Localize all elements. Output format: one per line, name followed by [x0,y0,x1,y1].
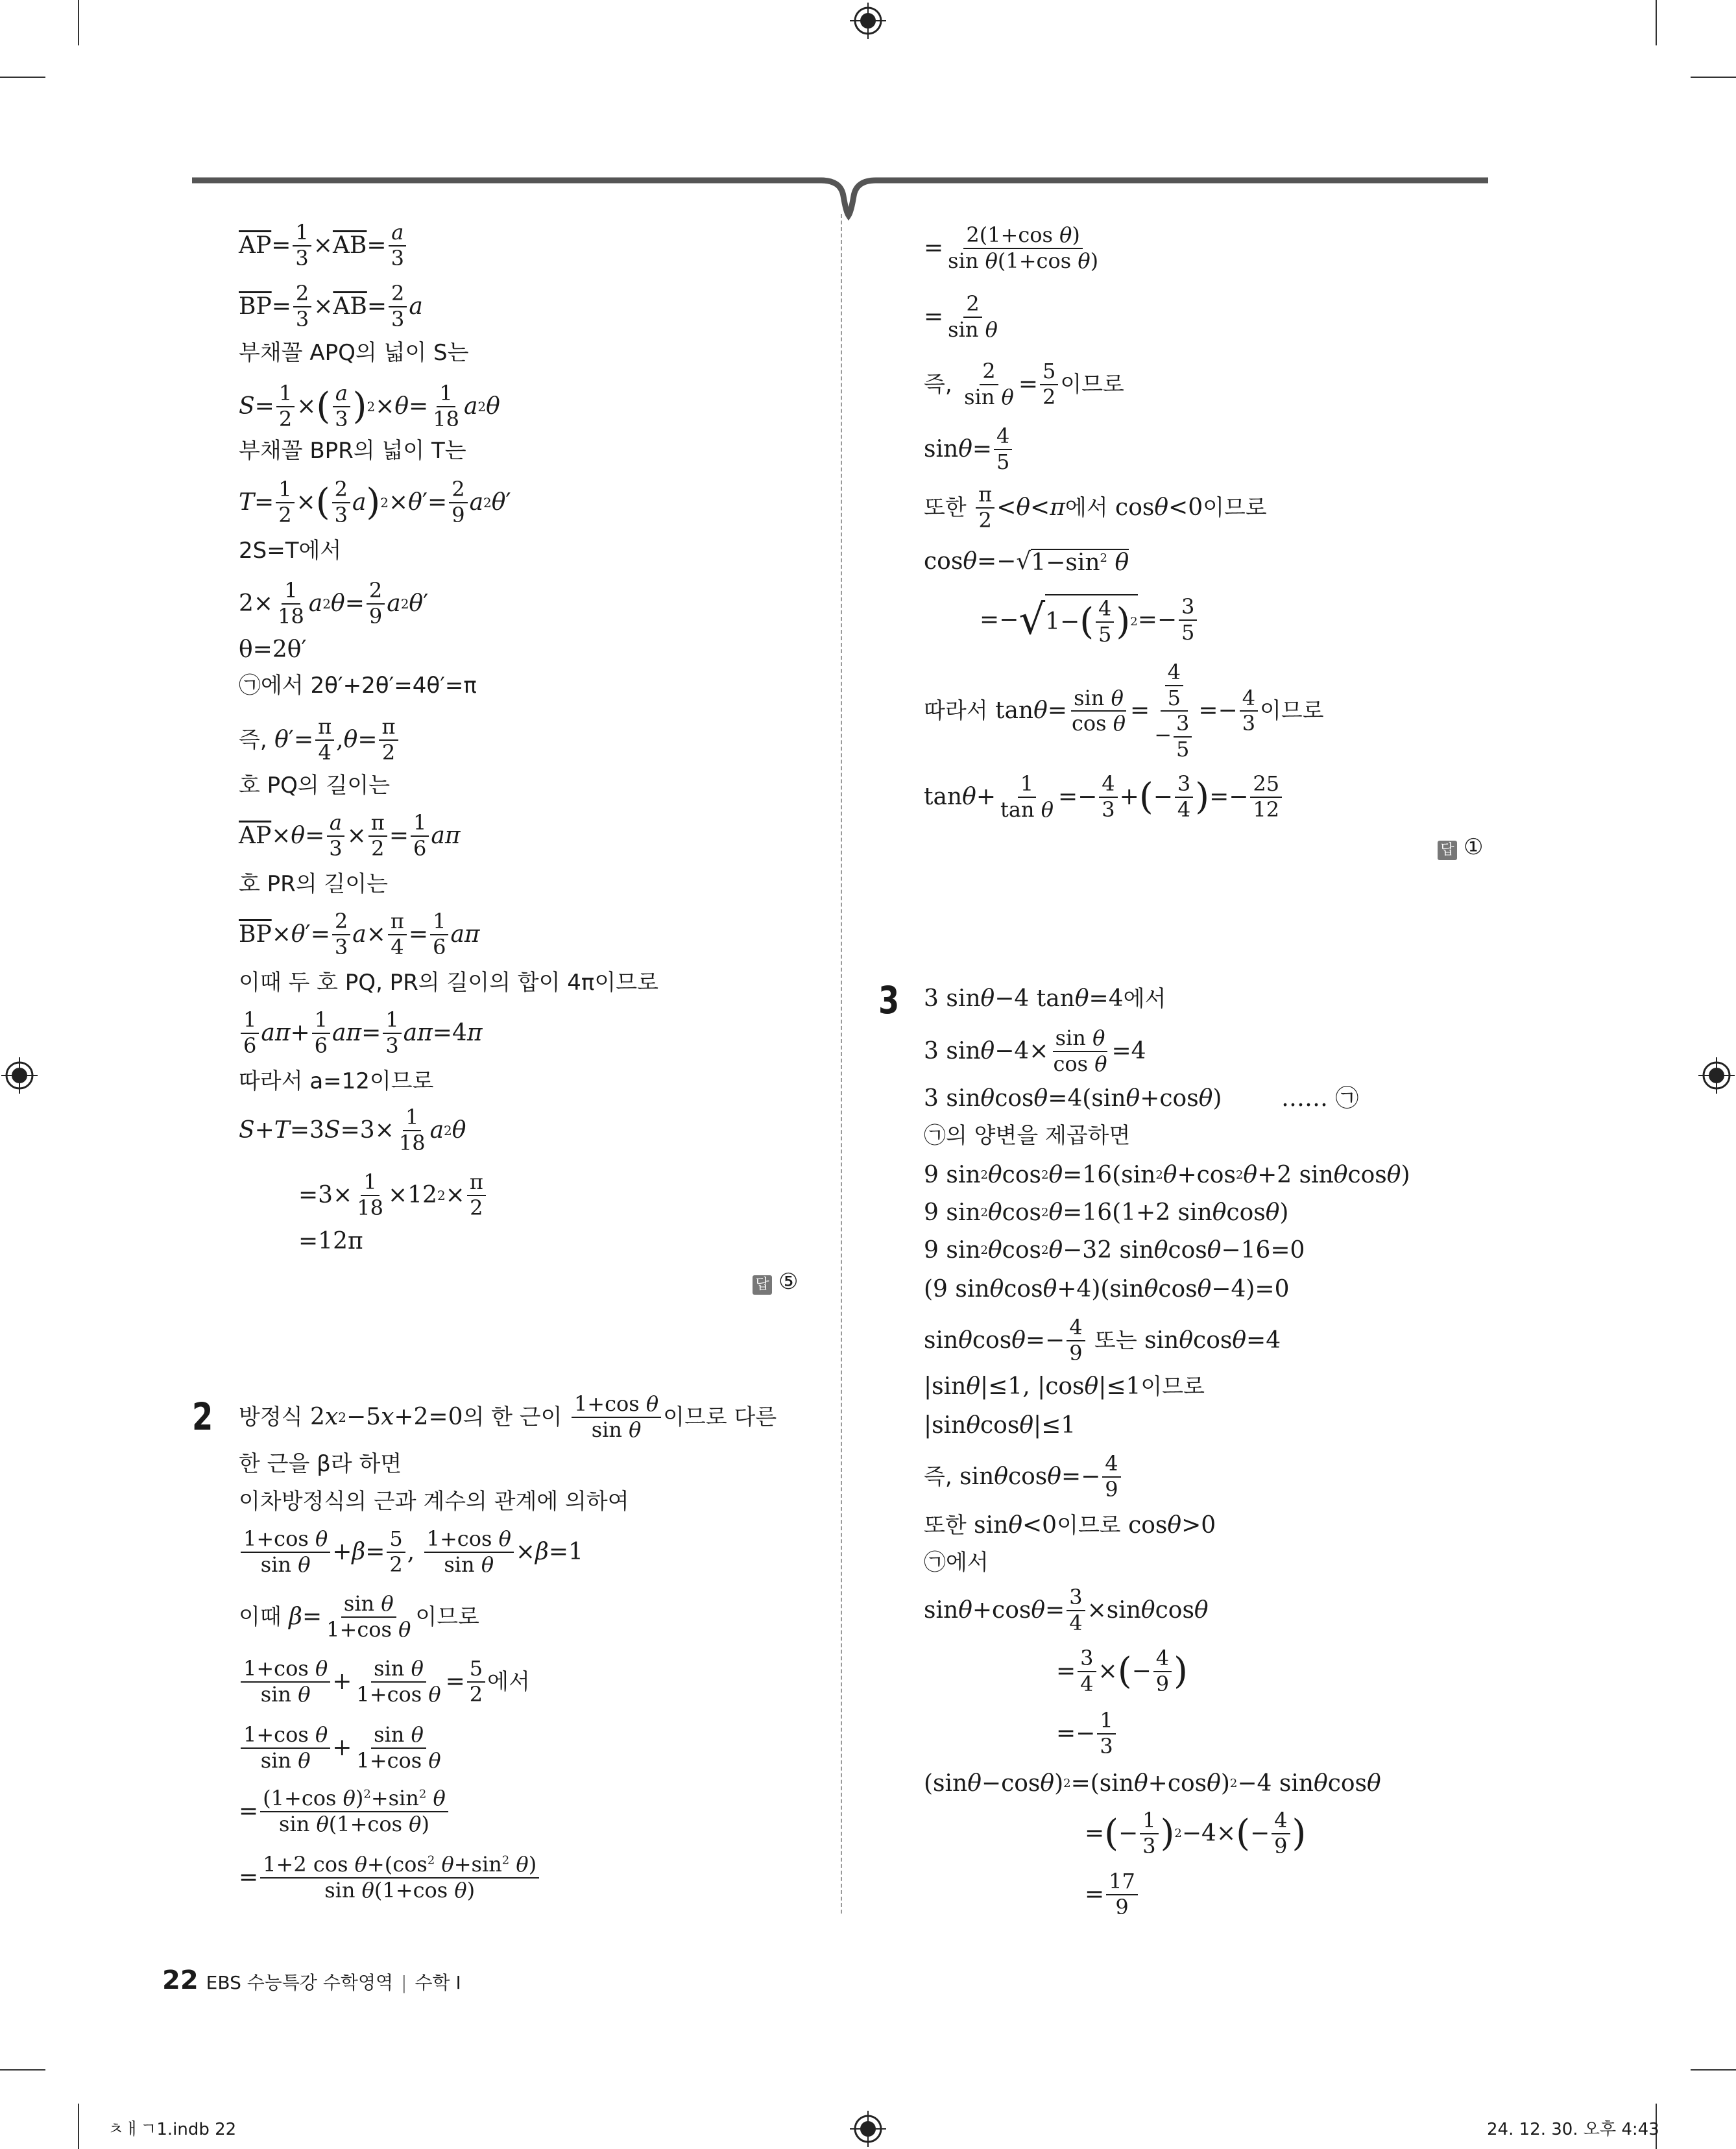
text-line: ㉠에서 2θ′+2θ′=4θ′=π [239,673,477,699]
subject-name: 수학 I [415,1972,461,1993]
answer-mark [1438,834,1483,860]
file-name: ㅊㅐㄱ1.indb 22 [108,2120,237,2139]
math-line: 방정식 2 x 2 −5 x +2=0 의 한 근이 $\frac{\text{1+cos θ}}{\text{sin θ}}$ 이므로 다른 [239,1391,777,1442]
math-line: 2× $\frac{1}{18}$ a 2 θ = $\frac{2}{9}$ a 2 θ ′ [239,578,429,629]
math-line: $\overline{BP}$ = $\frac{2}{3}$ × $\overline{AB}$ = $\frac{2}{3}$ a [239,281,423,331]
math-line: 또한 sin θ <0 이므로 cos θ >0 [924,1512,1216,1539]
problem-number: 3 [878,978,900,1022]
text-line: 부채꼴 BPR의 넓이 T는 [239,438,466,464]
math-line: (sin θ −cos θ ) 2 =(sin θ +cos θ ) 2 −4 sin θ cos θ [924,1770,1381,1797]
math-line: = ( − $\frac{1}{3}$ ) 2 −4× ( − $\frac{4}{9}$ ) [1085,1808,1307,1858]
column-divider [841,214,842,1914]
math-line: (9 sin θ cos θ +4)(sin θ cos θ −4)=0 [924,1276,1290,1303]
text-line: 이차방정식의 근과 계수의 관계에 의하여 [239,1489,629,1515]
math-line: = $\frac{17}{9}$ [1085,1871,1140,1918]
math-line: sin θ cos θ =− $\frac{4}{9}$ 또는 sin θ cos θ =4 [924,1315,1281,1365]
text-line: 한 근을 β라 하면 [239,1451,402,1477]
math-line: 9 sin 2 θ cos 2 θ =16(1+2 sin θ cos θ ) [924,1199,1289,1226]
math-line: |sin θ |≤1, |cos θ |≤1 이므로 [924,1373,1205,1400]
problem-number: 2 [192,1395,213,1439]
crop-mark [1691,2069,1736,2071]
text-line: 이때 두 호 PQ, PR의 길이의 합이 4π이므로 [239,970,658,996]
crop-mark [1691,77,1736,78]
math-line: 3 sin θ cos θ =4(sin θ +cos θ ) …… ㉠ [924,1085,1359,1112]
math-line: =− $\frac{1}{3}$ [1056,1710,1118,1757]
page-number: 22 [162,1965,199,1995]
math-line: =12π [298,1228,363,1255]
math-line: =− √ 1− ( $\frac{4}{5}$ ) 2 =− $\frac{3}{5}$ [980,594,1199,645]
math-line: 즉, θ ′= $\frac{\pi}{4}$ , θ = $\frac{\pi}{2}$ [239,716,400,763]
math-line: cos θ =−√ $1-\sin^2$ θ [924,548,1129,576]
answer-label: 답 [753,1275,772,1295]
footer-separator: | [401,1972,407,1993]
math-line: = $\frac{\text{2(1+cos θ)}}{\text{sin θ(1+cos θ)}}$ [924,222,1099,273]
crop-mark [78,2104,79,2149]
math-line: S + T =3 S =3× $\frac{1}{18}$ a 2 θ [239,1105,466,1155]
math-line: 9 sin 2 θ cos 2 θ −32 sin θ cos θ −16=0 [924,1237,1305,1264]
text-line: 따라서 a=12이므로 [239,1068,434,1094]
math-line: $\overline{AP}$ = $\frac{1}{3}$ × $\overline{AB}$ = $\frac{a}{3}$ [239,222,409,269]
math-line: 9 sin 2 θ cos 2 θ =16(sin 2 θ +cos 2 θ +2 sin θ cos θ ) [924,1162,1410,1188]
math-line: sin θ = $\frac{4}{5}$ [924,426,1014,473]
crop-mark [1656,0,1657,45]
math-line: = $\frac{(1+\cos \theta)^2+\sin^2 \theta}{\text{sin θ(1+cos θ)}}$ [239,1788,450,1835]
registration-mark-icon [1698,1057,1735,1094]
math-line: $\overline{AP}$ × θ = $\frac{a}{3}$ × $\frac{\pi}{2}$ = $\frac{1}{6}$ aπ [239,810,461,861]
registration-mark-icon [850,2111,886,2147]
text-line: ㉠의 양변을 제곱하면 [924,1123,1131,1149]
registration-mark-icon [850,3,886,39]
math-line: S = $\frac{1}{2}$ × ( $\frac{a}{3}$ ) 2 × θ = $\frac{1}{18}$ a 2 θ [239,381,500,431]
book-title: EBS 수능특강 수학영역 [206,1972,394,1993]
print-timestamp: 24. 12. 30. 오후 4:43 [1487,2120,1659,2139]
crop-mark [78,0,79,45]
math-line: $\overline{BP}$ × θ ′= $\frac{2}{3}$ a × $\frac{\pi}{4}$ = $\frac{1}{6}$ aπ [239,909,480,959]
text-line: 2S=T에서 [239,538,342,564]
answer-value: ① [1464,834,1484,860]
text-line: 부채꼴 APQ의 넓이 S는 [239,340,469,366]
crop-mark [0,77,45,78]
text-line: 호 PR의 길이는 [239,871,388,897]
math-line: 즉, $\frac{2}{\text{sin θ}}$ = $\frac{5}{2}$ 이므로 [924,359,1124,409]
math-line: 따라서 tan θ = $\frac{\text{sin θ}}{\text{cos θ}}$ = $\frac{4}{5}$ − $\frac{3}{5}$ =− $\frac{4}{3}$ 이므로 [924,660,1324,762]
answer-mark [753,1269,798,1295]
math-line: T = $\frac{1}{2}$ × ( $\frac{2}{3}$ a ) 2 × θ ′= $\frac{2}{9}$ a 2 θ ′ [239,477,511,527]
math-line: = $\frac{1+2 \cos \theta+(\cos^2 \theta+\sin^2 \theta)}{\text{sin θ(1+cos θ)}}$ [239,1854,541,1901]
page-footer [162,1965,461,1995]
math-line: 이때 β = $\frac{\text{sin θ}}{\text{1+cos θ}}$ 이므로 [239,1591,479,1642]
math-line: $\frac{\text{1+cos θ}}{\text{sin θ}}$ + $\frac{\text{sin θ}}{\text{1+cos θ}}$ = $\frac{5}{2}$ 에서 [239,1658,530,1705]
math-line: = $\frac{3}{4}$ × ( − $\frac{4}{9}$ ) [1056,1646,1188,1696]
math-line: 3 sin θ −4× $\frac{\text{sin θ}}{\text{cos θ}}$ =4 [924,1026,1146,1076]
math-line: $\frac{\text{1+cos θ}}{\text{sin θ}}$ + $\frac{\text{sin θ}}{\text{1+cos θ}}$ [239,1724,446,1771]
math-line: tan θ + $\frac{1}{\text{tan θ}}$ =− $\frac{4}{3}$ + ( − $\frac{3}{4}$ ) =− $\frac{25}{12}$ [924,773,1284,821]
math-line: 즉, sin θ cos θ =− $\frac{4}{9}$ [924,1453,1123,1500]
math-line: $\frac{1}{6}$ aπ + $\frac{1}{6}$ aπ = $\frac{1}{3}$ aπ =4 π [239,1009,483,1057]
math-line: = $\frac{2}{\text{sin θ}}$ [924,291,998,342]
math-line: θ=2θ′ [239,636,307,663]
math-line: 또한 $\frac{\pi}{2}$ < θ < π 에서 cos θ <0 이므로 [924,482,1267,533]
math-line: 3 sin θ −4 tan θ =4 에서 [924,985,1166,1012]
text-line: 호 PQ의 길이는 [239,773,391,798]
crop-mark [0,2069,45,2071]
registration-mark-icon [1,1057,38,1094]
math-line: =3× $\frac{1}{18}$ ×12 2 × $\frac{\pi}{2}$ [298,1171,488,1219]
text-line: ㉠에서 [924,1550,989,1576]
registration-mark-icon [1,0,38,36]
answer-label: 답 [1438,841,1457,860]
math-line: $\frac{\text{1+cos θ}}{\text{sin θ}}$ + β = $\frac{5}{2}$ , $\frac{\text{1+cos θ}}{\text{sin θ}}$ × β =1 [239,1528,583,1576]
math-line: sin θ +cos θ = $\frac{3}{4}$ ×sin θ cos θ [924,1585,1209,1635]
math-line: |sin θ cos θ |≤1 [924,1412,1076,1439]
answer-value: ⑤ [778,1269,799,1295]
